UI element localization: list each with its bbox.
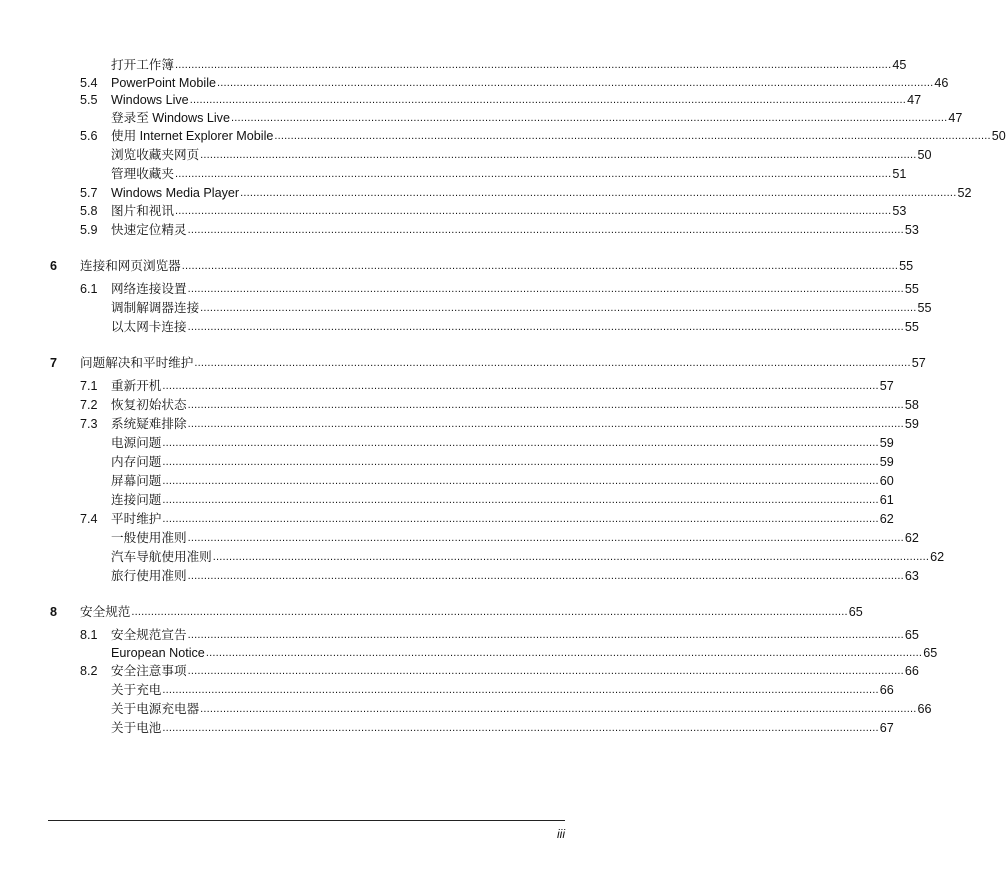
toc-number: 5.6 <box>80 129 98 143</box>
toc-number: 7 <box>50 356 58 370</box>
toc-page-number: 55 <box>904 320 919 334</box>
toc-line <box>111 455 894 470</box>
toc-line <box>80 356 926 371</box>
toc-number: 6.1 <box>80 282 98 296</box>
toc-section-row[interactable] <box>80 394 919 413</box>
toc-page-number: 47 <box>907 93 922 107</box>
toc-leader-dots: ............................................................................................................................................................................................................................ <box>187 321 904 333</box>
toc-section-row[interactable] <box>80 375 894 394</box>
toc-leader-dots: ............................................................................................................................................................................................................................ <box>162 456 879 468</box>
toc-page-number: 46 <box>934 76 949 90</box>
toc-title: 汽车导航使用准则 <box>111 550 212 564</box>
toc-number: 5.7 <box>80 186 98 200</box>
toc-title: 屏幕问题 <box>111 474 162 488</box>
toc-page-number: 53 <box>892 204 907 218</box>
toc-page-number: 65 <box>848 605 863 619</box>
toc-page-number: 62 <box>879 512 894 526</box>
toc-page-number: 51 <box>892 167 907 181</box>
toc-title: 恢复初始状态 <box>111 398 187 412</box>
toc-title: 浏览收藏夹网页 <box>111 148 200 162</box>
toc-line <box>111 93 922 108</box>
toc-line <box>111 58 907 73</box>
toc-number: 5.4 <box>80 76 98 90</box>
toc-title: 安全规范 <box>80 605 131 619</box>
toc-title: 关于电源充电器 <box>111 702 200 716</box>
toc-line <box>111 721 894 736</box>
toc-number: 7.3 <box>80 417 98 431</box>
toc-number: 7.1 <box>80 379 98 393</box>
toc-number: 8.1 <box>80 628 98 642</box>
toc-page-number: 66 <box>904 664 919 678</box>
toc-leader-dots: ............................................................................................................................................................................................................................ <box>174 168 892 180</box>
toc-leader-dots: ............................................................................................................................................................................................................................ <box>230 112 948 124</box>
toc-number: 6 <box>50 259 58 273</box>
toc-number: 7.2 <box>80 398 98 412</box>
toc-leader-dots: ............................................................................................................................................................................................................................ <box>162 722 879 734</box>
toc-leader-dots: ............................................................................................................................................................................................................................ <box>212 551 930 563</box>
toc-title: 快速定位精灵 <box>111 223 187 237</box>
toc-number: 5.5 <box>80 93 98 107</box>
toc-page-number: 52 <box>957 186 972 200</box>
toc-entry-row[interactable] <box>80 679 894 698</box>
toc-leader-dots: ............................................................................................................................................................................................................................ <box>200 703 917 715</box>
toc-title: 安全注意事项 <box>111 664 187 678</box>
toc-entry-row[interactable] <box>80 642 938 661</box>
toc-leader-dots: ............................................................................................................................................................................................................................ <box>189 94 907 106</box>
toc-title: 关于电池 <box>111 721 162 735</box>
toc-leader-dots: ............................................................................................................................................................................................................................ <box>205 647 923 659</box>
toc-line <box>80 259 914 274</box>
toc-line <box>80 605 863 620</box>
toc-title: 系统疑难排除 <box>111 417 187 431</box>
toc-title: 内存问题 <box>111 455 162 469</box>
toc-line <box>111 702 932 717</box>
toc-page-number: 66 <box>917 702 932 716</box>
toc-line <box>111 569 919 584</box>
toc-line <box>111 628 919 643</box>
toc-page-number: 65 <box>923 646 938 660</box>
toc-line <box>111 320 919 335</box>
toc-entry-row[interactable] <box>80 144 932 163</box>
toc-line <box>111 436 894 451</box>
toc-section-row[interactable] <box>80 89 922 108</box>
toc-title: 问题解决和平时维护 <box>80 356 194 370</box>
toc-entry-row[interactable] <box>80 451 894 470</box>
toc-line <box>111 167 907 182</box>
toc-title: 关于充电 <box>111 683 162 697</box>
toc-leader-dots: ............................................................................................................................................................................................................................ <box>181 260 899 272</box>
toc-leader-dots: ............................................................................................................................................................................................................................ <box>174 59 892 71</box>
toc-line <box>111 664 919 679</box>
toc-title: Windows Media Player <box>111 186 240 200</box>
toc-page-number: 57 <box>879 379 894 393</box>
toc-title: 打开工作簿 <box>111 58 174 72</box>
toc-number: 5.8 <box>80 204 98 218</box>
toc-title: PowerPoint Mobile <box>111 76 216 90</box>
toc-page-number: 67 <box>879 721 894 735</box>
toc-entry-row[interactable] <box>80 470 894 489</box>
toc-page-number: 50 <box>917 148 932 162</box>
toc-page-number: 55 <box>917 301 932 315</box>
toc-page-number: 62 <box>904 531 919 545</box>
toc-page-number: 62 <box>930 550 945 564</box>
toc-page-number: 50 <box>991 129 1006 143</box>
toc-leader-dots: ............................................................................................................................................................................................................................ <box>187 418 904 430</box>
toc-number: 7.4 <box>80 512 98 526</box>
toc-leader-dots: ............................................................................................................................................................................................................................ <box>162 494 879 506</box>
toc-line <box>111 301 932 316</box>
toc-page-number: 55 <box>899 259 914 273</box>
toc-page-number: 55 <box>904 282 919 296</box>
toc-line <box>111 512 894 527</box>
toc-title: Windows Live <box>111 93 189 107</box>
toc-leader-dots: ............................................................................................................................................................................................................................ <box>274 130 991 142</box>
toc-entry-row[interactable] <box>80 316 919 335</box>
toc-line <box>111 129 1006 144</box>
toc-chapter-row[interactable] <box>50 601 863 620</box>
toc-title: 以太网卡连接 <box>111 320 187 334</box>
toc-line <box>111 223 919 238</box>
toc-leader-dots: ............................................................................................................................................................................................................................ <box>200 302 917 314</box>
toc-entry-row[interactable] <box>80 297 932 316</box>
toc-page-number: 59 <box>879 436 894 450</box>
toc-leader-dots: ............................................................................................................................................................................................................................ <box>162 437 879 449</box>
toc-leader-dots: ............................................................................................................................................................................................................................ <box>200 149 917 161</box>
toc-entry-row[interactable] <box>80 527 919 546</box>
toc-leader-dots: ............................................................................................................................................................................................................................ <box>194 357 911 369</box>
toc-line <box>111 531 919 546</box>
toc-leader-dots: ............................................................................................................................................................................................................................ <box>162 380 879 392</box>
toc-section-row[interactable] <box>80 200 907 219</box>
toc-entry-row[interactable] <box>80 107 963 126</box>
toc-title: 图片和视讯 <box>111 204 174 218</box>
toc-title: 电源问题 <box>111 436 162 450</box>
toc-page-number: 59 <box>879 455 894 469</box>
toc-section-row[interactable] <box>80 125 1006 144</box>
toc-line <box>111 204 907 219</box>
toc-page-number: 59 <box>904 417 919 431</box>
toc-page-number: 58 <box>904 398 919 412</box>
toc-leader-dots: ............................................................................................................................................................................................................................ <box>162 684 879 696</box>
toc-title: 调制解调器连接 <box>111 301 200 315</box>
toc-page-number: 57 <box>911 356 926 370</box>
toc-line <box>111 111 963 126</box>
toc-title: 使用 Internet Explorer Mobile <box>111 129 274 143</box>
toc-leader-dots: ............................................................................................................................................................................................................................ <box>187 224 904 236</box>
toc-title: European Notice <box>111 646 205 660</box>
toc-leader-dots: ............................................................................................................................................................................................................................ <box>187 665 904 677</box>
footer-divider <box>48 820 565 821</box>
toc-line <box>111 398 919 413</box>
toc-section-row[interactable] <box>80 413 919 432</box>
toc-line <box>111 474 894 489</box>
toc-section-row[interactable] <box>80 508 894 527</box>
toc-title: 平时维护 <box>111 512 162 526</box>
toc-title: 旅行使用准则 <box>111 569 187 583</box>
toc-title: 管理收藏夹 <box>111 167 174 181</box>
toc-entry-row[interactable] <box>80 717 894 736</box>
toc-section-row[interactable] <box>80 219 919 238</box>
toc-leader-dots: ............................................................................................................................................................................................................................ <box>187 629 904 641</box>
toc-leader-dots: ............................................................................................................................................................................................................................ <box>174 205 892 217</box>
toc-title: 安全规范宣告 <box>111 628 187 642</box>
toc-chapter-row[interactable] <box>50 352 926 371</box>
toc-title: 重新开机 <box>111 379 162 393</box>
toc-leader-dots: ............................................................................................................................................................................................................................ <box>162 475 879 487</box>
toc-section-row[interactable] <box>80 278 919 297</box>
toc-number: 8.2 <box>80 664 98 678</box>
toc-page-number: 45 <box>892 58 907 72</box>
toc-title: 连接和网页浏览器 <box>80 259 181 273</box>
toc-chapter-row[interactable] <box>50 255 914 274</box>
toc-leader-dots: ............................................................................................................................................................................................................................ <box>187 399 904 411</box>
toc-line <box>111 148 932 163</box>
toc-section-row[interactable] <box>80 182 972 201</box>
toc-number: 8 <box>50 605 58 619</box>
toc-leader-dots: ............................................................................................................................................................................................................................ <box>162 513 879 525</box>
toc-leader-dots: ............................................................................................................................................................................................................................ <box>131 606 848 618</box>
toc-entry-row[interactable] <box>80 432 894 451</box>
toc-leader-dots: ............................................................................................................................................................................................................................ <box>187 570 904 582</box>
toc-entry-row[interactable] <box>80 698 932 717</box>
toc-page-number: 63 <box>904 569 919 583</box>
toc-leader-dots: ............................................................................................................................................................................................................................ <box>187 283 904 295</box>
toc-number: 5.9 <box>80 223 98 237</box>
toc-section-row[interactable] <box>80 660 919 679</box>
toc-line <box>111 646 938 661</box>
toc-page-number: 66 <box>879 683 894 697</box>
toc-leader-dots: ............................................................................................................................................................................................................................ <box>187 532 904 544</box>
toc-title: 连接问题 <box>111 493 162 507</box>
toc-line <box>111 379 894 394</box>
toc-entry-row[interactable] <box>80 54 907 73</box>
toc-title: 登录至 Windows Live <box>111 111 230 125</box>
toc-line <box>111 417 919 432</box>
toc-entry-row[interactable] <box>80 163 907 182</box>
toc-line <box>111 550 945 565</box>
toc-page-number: 60 <box>879 474 894 488</box>
toc-section-row[interactable] <box>80 624 919 643</box>
toc-leader-dots: ............................................................................................................................................................................................................................ <box>240 187 957 199</box>
toc-line <box>111 493 894 508</box>
toc-line <box>111 186 972 201</box>
toc-line <box>111 683 894 698</box>
toc-page-number: 47 <box>948 111 963 125</box>
toc-page-number: 53 <box>904 223 919 237</box>
toc-title: 一般使用准则 <box>111 531 187 545</box>
toc-page-number: 65 <box>904 628 919 642</box>
toc-leader-dots: ............................................................................................................................................................................................................................ <box>217 77 934 89</box>
page-number: iii <box>557 827 565 841</box>
toc-page-number: 61 <box>879 493 894 507</box>
toc-entry-row[interactable] <box>80 489 894 508</box>
toc-line <box>111 282 919 297</box>
toc-entry-row[interactable] <box>80 565 919 584</box>
toc-title: 网络连接设置 <box>111 282 187 296</box>
toc-entry-row[interactable] <box>80 546 945 565</box>
